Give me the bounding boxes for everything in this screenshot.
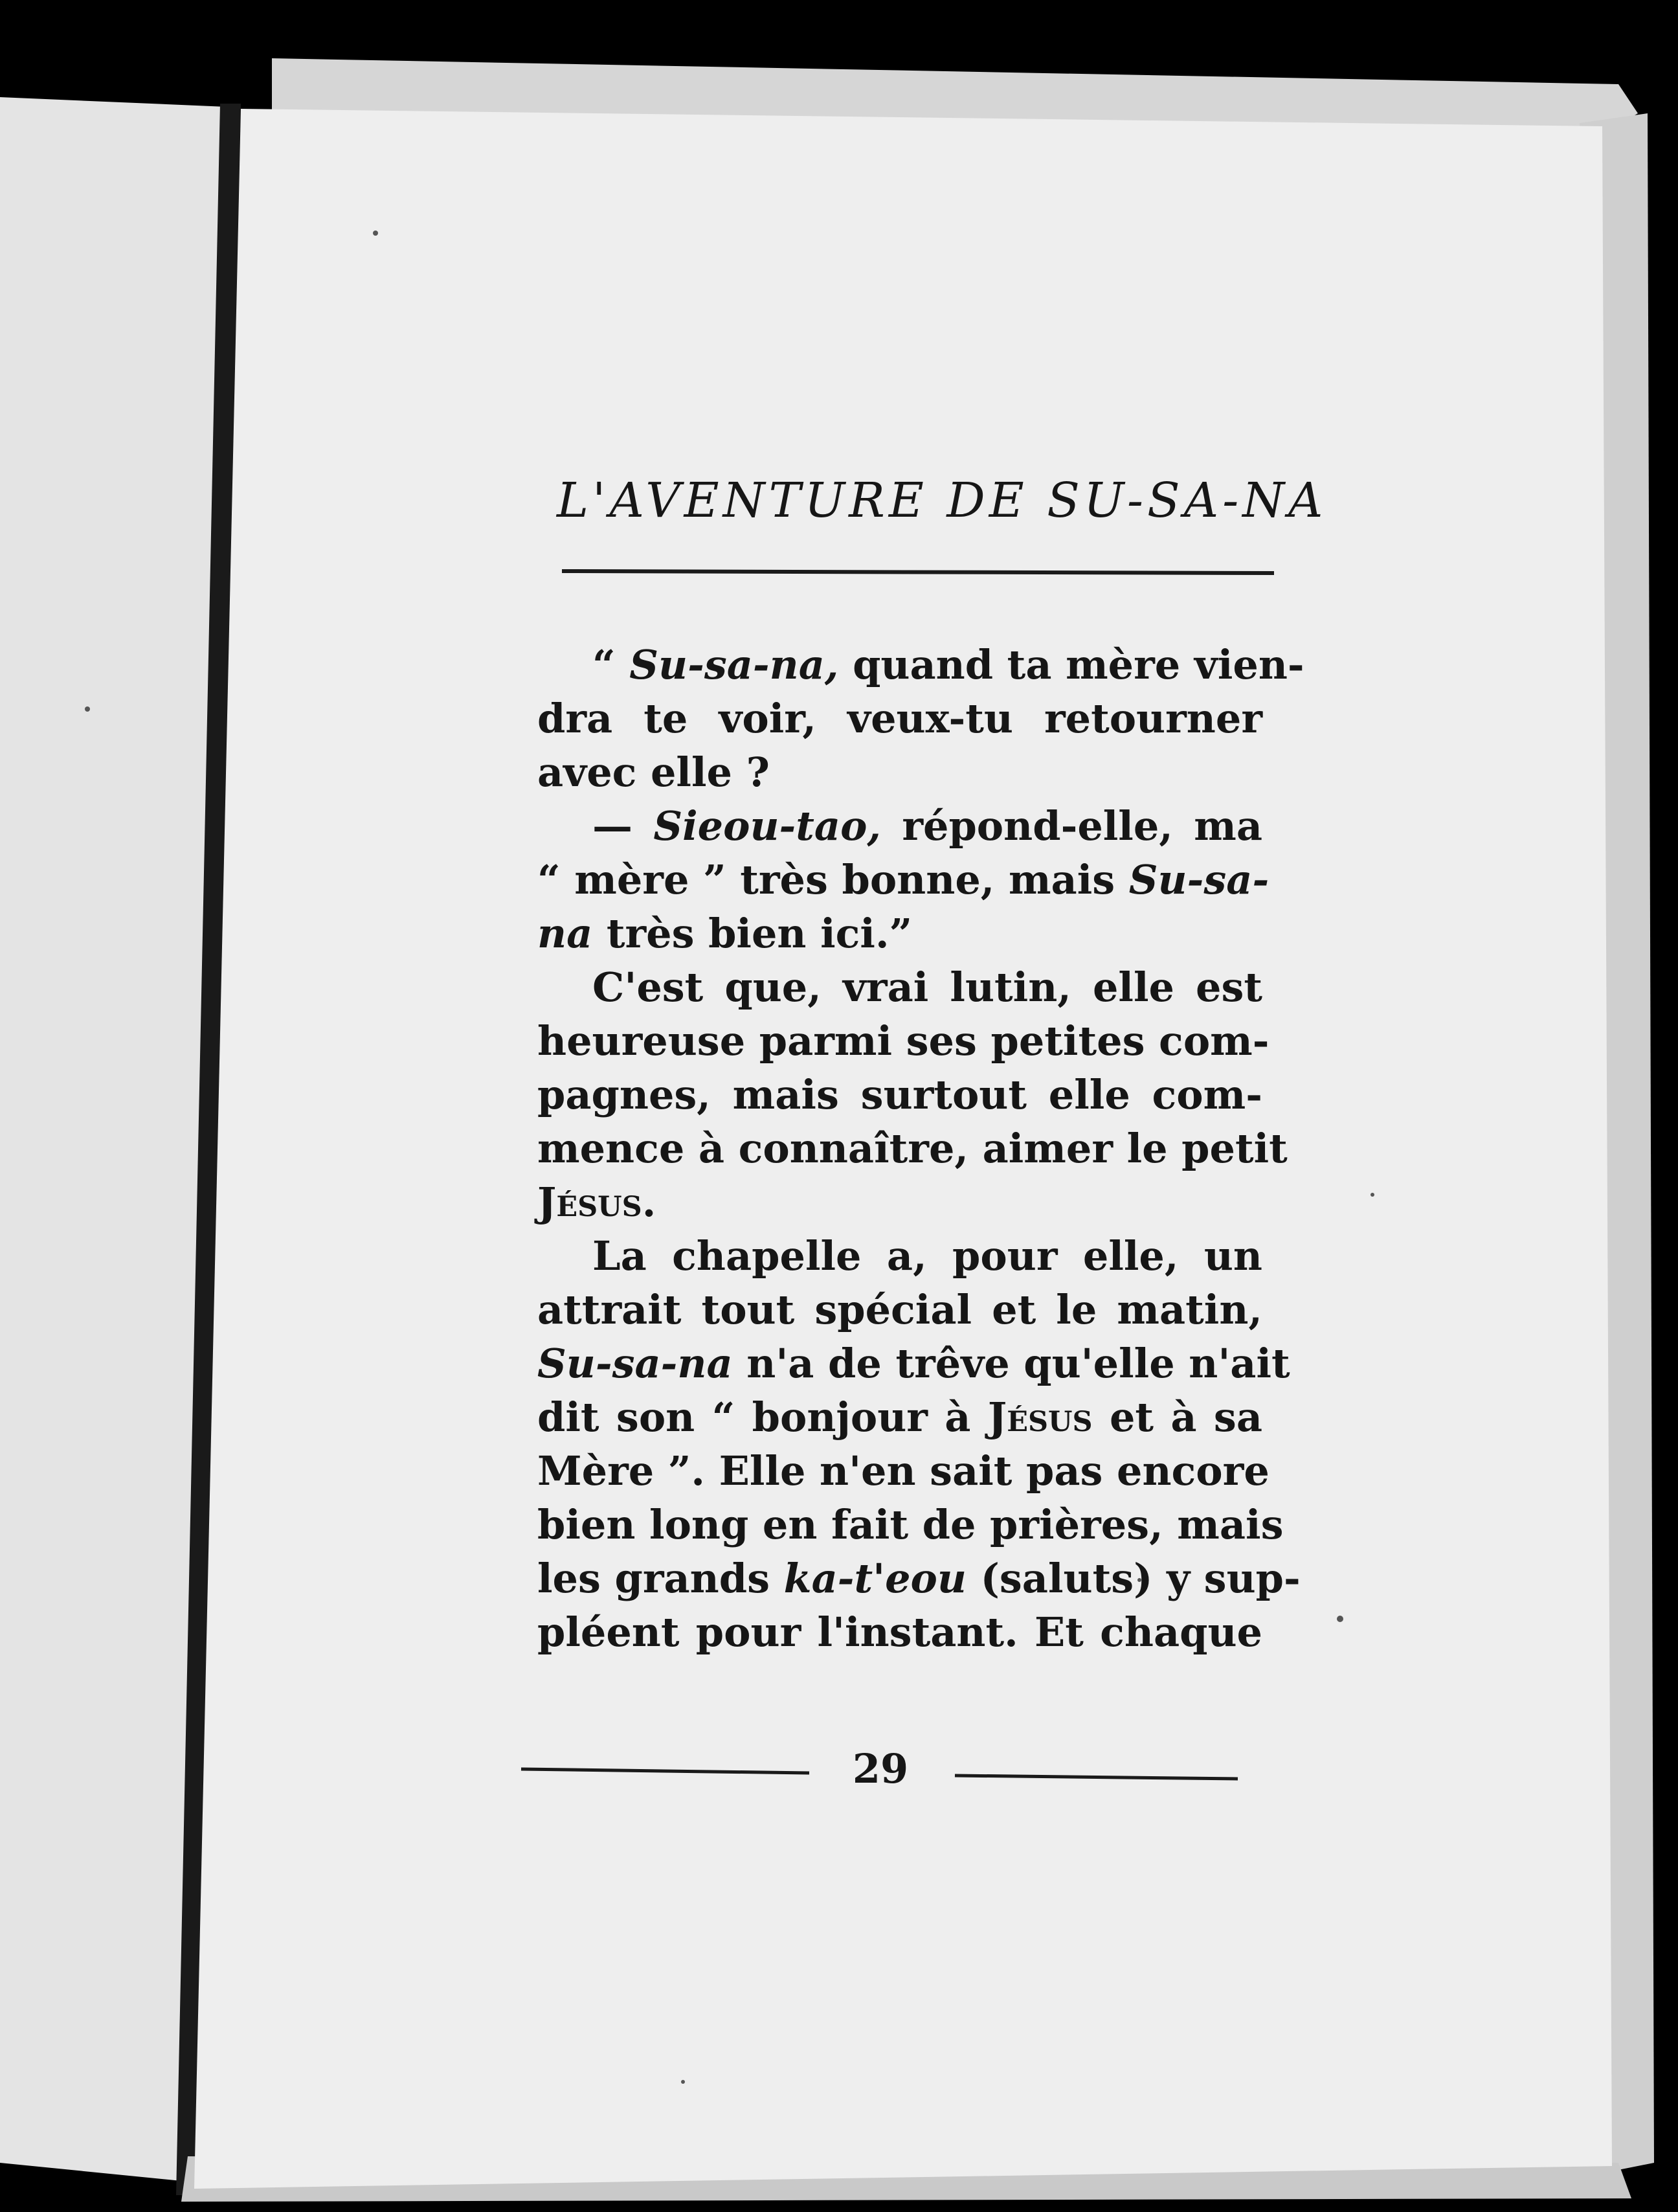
text-line: na très bien ici.” (537, 910, 913, 957)
text-line: Jésus. (537, 1179, 656, 1226)
text-line: dit son “ bonjour à Jésus et à sa (537, 1394, 1263, 1441)
text-line: “ Su-sa-na, quand ta mère vien- (592, 641, 1304, 688)
text-line: Su-sa-na n'a de trêve qu'elle n'ait (537, 1340, 1290, 1387)
text-line: pagnes, mais surtout elle com- (537, 1071, 1262, 1118)
text-line: — Sieou-tao, répond-elle, ma (592, 802, 1262, 850)
text-line: dra te voir, veux-tu retourner (537, 695, 1262, 742)
text-line: attrait tout spécial et le matin, (537, 1286, 1262, 1333)
page-number: 29 (852, 1745, 909, 1792)
text-line: Mère ”. Elle n'en sait pas encore (537, 1447, 1270, 1495)
text-line: pléent pour l'instant. Et chaque (537, 1608, 1262, 1656)
text-line: La chapelle a, pour elle, un (592, 1232, 1262, 1280)
text-line: C'est que, vrai lutin, elle est (592, 964, 1262, 1011)
text-line: les grands ka-t'eou (saluts) y sup- (537, 1555, 1301, 1602)
text-line: “ mère ” très bonne, mais Su-sa- (537, 856, 1270, 903)
text-line: heureuse parmi ses petites com- (537, 1017, 1270, 1065)
body-text (537, 638, 1304, 1659)
text-line: avec elle ? (537, 749, 770, 796)
running-title: L'AVENTURE DE SU-SA-NA (557, 473, 1327, 528)
text-line: mence à connaître, aimer le petit (537, 1125, 1288, 1172)
text-line: bien long en fait de prières, mais (537, 1501, 1284, 1548)
